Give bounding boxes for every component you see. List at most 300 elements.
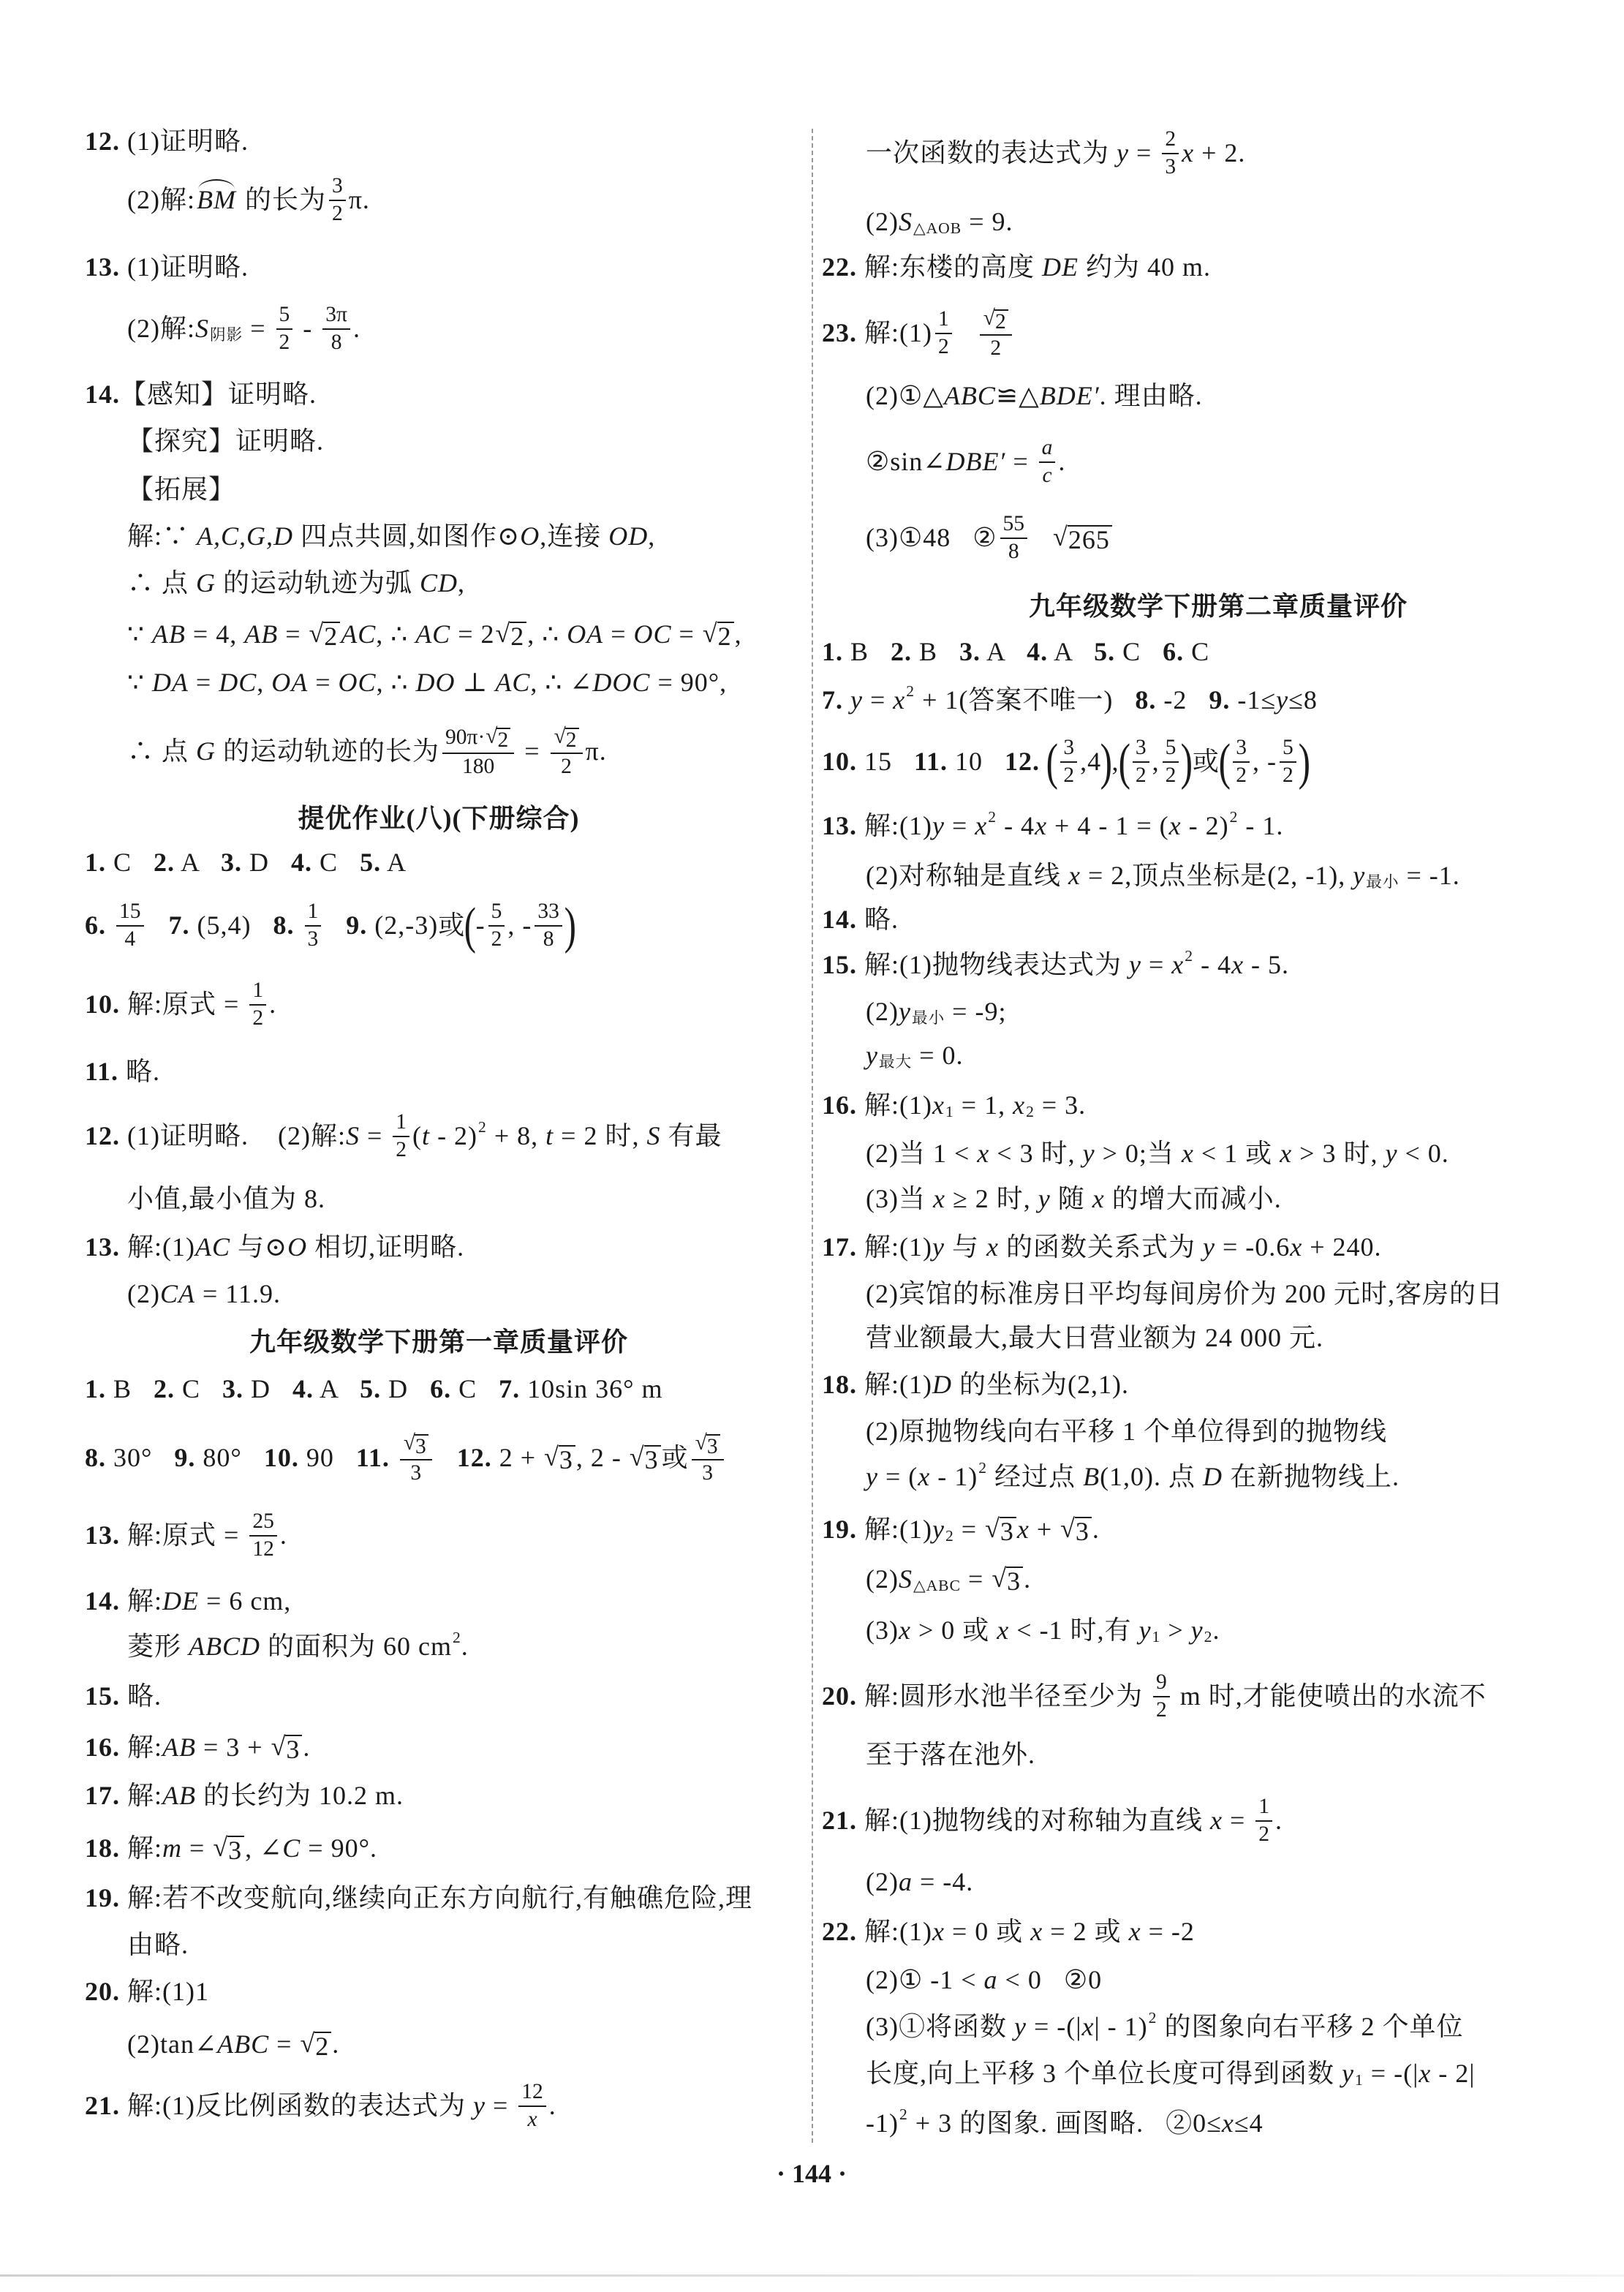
text-run: = 11.9. bbox=[195, 1279, 281, 1309]
text-run: (2) bbox=[866, 1564, 899, 1594]
fraction bbox=[1039, 436, 1056, 489]
text-run: 提优作业(八)(下册综合) bbox=[298, 804, 580, 834]
text-run: , ∴ bbox=[527, 619, 567, 649]
italic-variable: x bbox=[1171, 950, 1185, 980]
bold-question-number: 3. bbox=[959, 637, 981, 667]
text-run: 略. bbox=[857, 905, 899, 935]
text-run: = bbox=[182, 1833, 213, 1863]
text-run: 解:(1) bbox=[857, 811, 932, 841]
superscript: 2 bbox=[1229, 808, 1239, 826]
text-run: . bbox=[352, 314, 360, 344]
text-run: 3 bbox=[1165, 155, 1177, 178]
fraction-numerator bbox=[1162, 127, 1179, 154]
text-run: = bbox=[278, 619, 309, 649]
radical-sign: √ bbox=[985, 1514, 1000, 1544]
fraction-numerator bbox=[1255, 1795, 1272, 1822]
text-run: = 4, bbox=[185, 619, 245, 649]
text-run: 解:圆形水池半径至少为 bbox=[857, 1681, 1151, 1711]
italic-variable: y bbox=[932, 1515, 945, 1545]
text-run: B bbox=[106, 1374, 154, 1404]
answer-line bbox=[866, 1732, 1035, 1779]
text-run: 3 bbox=[1000, 1517, 1014, 1547]
text-run: < 3 时, bbox=[989, 1139, 1083, 1169]
text-run: 长度,向上平移 3 个单位长度可得到函数 bbox=[866, 2059, 1342, 2089]
italic-variable: C bbox=[282, 1833, 301, 1863]
text-run: 略. bbox=[120, 1681, 162, 1711]
italic-variable: OD bbox=[608, 521, 649, 551]
answer-line bbox=[866, 127, 1246, 178]
bold-question-number: 11. bbox=[914, 747, 948, 777]
text-run: , bbox=[1111, 747, 1119, 777]
text-run: 解:(1)抛物线表达式为 bbox=[857, 950, 1129, 980]
fraction-numerator bbox=[1233, 736, 1250, 763]
italic-variable: x bbox=[898, 1616, 911, 1646]
text-run: 【拓展】 bbox=[127, 475, 236, 505]
italic-variable: x bbox=[1181, 1139, 1194, 1169]
text-run: . bbox=[1092, 1515, 1100, 1545]
text-run: = bbox=[944, 811, 975, 841]
text-run: 90π· bbox=[445, 725, 486, 750]
bold-question-number: 14. bbox=[85, 1586, 120, 1616]
square-root bbox=[983, 306, 1008, 333]
answer-line bbox=[866, 853, 1460, 900]
fraction-denominator bbox=[1000, 539, 1028, 565]
text-run: 解:(1) bbox=[857, 318, 932, 348]
text-run: = 2,顶点坐标是(2, -1), bbox=[1080, 861, 1353, 891]
text-run: 33 bbox=[537, 900, 559, 924]
fraction bbox=[1153, 1670, 1170, 1723]
fraction bbox=[1280, 736, 1296, 788]
fraction-numerator bbox=[1039, 436, 1056, 463]
text-run: ⊥ bbox=[455, 668, 496, 698]
text-run: π. bbox=[348, 185, 370, 215]
bold-question-number: 13. bbox=[822, 811, 857, 841]
subscript: 最小 bbox=[1366, 872, 1400, 891]
italic-variable: AB bbox=[162, 1781, 196, 1811]
text-run: 解:(1) bbox=[857, 1917, 932, 1947]
radicand bbox=[1068, 525, 1112, 554]
text-run: 有最 bbox=[660, 1121, 722, 1151]
italic-variable: CA bbox=[159, 1279, 195, 1309]
text-run: 解:原式 = bbox=[120, 1520, 247, 1550]
text-run: > bbox=[1160, 1616, 1191, 1646]
bold-question-number: 5. bbox=[360, 848, 382, 878]
bold-question-number: 3. bbox=[222, 1374, 244, 1404]
text-run: , ∴ bbox=[376, 619, 416, 649]
text-run: - 4 bbox=[1193, 950, 1232, 980]
italic-variable: DE bbox=[1042, 252, 1079, 282]
italic-variable: DBE′ bbox=[945, 447, 1006, 477]
answer-line bbox=[822, 803, 1283, 850]
italic-variable: t bbox=[422, 1121, 431, 1151]
bold-question-number: 21. bbox=[85, 2091, 120, 2121]
text-run: , bbox=[458, 568, 466, 598]
text-run: 3 bbox=[307, 927, 319, 951]
bold-question-number: 8. bbox=[273, 911, 295, 940]
italic-variable: x bbox=[1013, 1090, 1026, 1120]
bold-question-number: 8. bbox=[1135, 685, 1157, 715]
italic-variable: AB bbox=[244, 619, 279, 649]
answer-line bbox=[866, 1176, 1282, 1223]
text-run: 解:(1)反比例函数的表达式为 bbox=[120, 2091, 473, 2121]
bold-question-number: 11. bbox=[85, 1057, 119, 1087]
text-run: = -0.6 bbox=[1215, 1232, 1291, 1262]
radicand bbox=[994, 309, 1008, 333]
italic-variable: x bbox=[932, 1090, 945, 1120]
text-run: 3 bbox=[559, 1445, 573, 1475]
bold-question-number: 16. bbox=[85, 1733, 120, 1763]
text-run: = 0 或 bbox=[944, 1917, 1031, 1947]
radical-sign: √ bbox=[992, 1564, 1008, 1594]
text-run: + 1(答案不唯一) bbox=[915, 685, 1136, 715]
text-run: 【感知】证明略. bbox=[120, 380, 317, 410]
text-run: (3)当 bbox=[866, 1184, 933, 1214]
italic-variable: x bbox=[1128, 1917, 1141, 1947]
italic-variable: x bbox=[1182, 138, 1195, 168]
text-run: = 90°, bbox=[650, 668, 728, 698]
text-run: + 240. bbox=[1302, 1232, 1382, 1262]
italic-variable: m bbox=[162, 1833, 183, 1863]
answer-line bbox=[822, 629, 1209, 676]
text-run: = -2 bbox=[1141, 1917, 1195, 1947]
text-run: | - 1) bbox=[1094, 2012, 1148, 2042]
bold-question-number: 15. bbox=[822, 950, 857, 980]
fraction-numerator bbox=[1133, 736, 1149, 763]
answer-line bbox=[822, 942, 1289, 989]
text-run: (2)解: bbox=[127, 314, 195, 344]
fraction-numerator bbox=[980, 306, 1012, 336]
bold-question-number: 18. bbox=[822, 1370, 857, 1400]
italic-variable: ABC bbox=[943, 381, 996, 411]
text-run: = 2 bbox=[450, 619, 495, 649]
text-run: 3 bbox=[331, 174, 343, 198]
fraction-numerator bbox=[1153, 1670, 1170, 1697]
text-run: . bbox=[1212, 1616, 1220, 1646]
text-run: A bbox=[381, 848, 407, 878]
bold-question-number: 12. bbox=[1005, 747, 1041, 777]
text-run: 随 bbox=[1050, 1184, 1092, 1214]
text-run: 3 bbox=[1063, 736, 1075, 760]
text-run: 解:(1)1 bbox=[120, 1977, 209, 2007]
text-run: C bbox=[312, 848, 360, 878]
text-run: ≤8 bbox=[1288, 685, 1318, 715]
italic-variable: y bbox=[1138, 1616, 1152, 1646]
text-run: > 0;当 bbox=[1095, 1139, 1182, 1169]
text-run: D bbox=[242, 848, 292, 878]
subscript: 最小 bbox=[911, 1009, 945, 1027]
italic-variable: O bbox=[520, 521, 540, 551]
italic-variable: B bbox=[1083, 1462, 1100, 1492]
bold-question-number: 5. bbox=[360, 1374, 382, 1404]
text-run: 55 bbox=[1002, 512, 1025, 536]
bold-question-number: 22. bbox=[822, 252, 857, 282]
text-run: 2 bbox=[1135, 764, 1147, 787]
text-run: + 2. bbox=[1194, 138, 1246, 168]
text-run: 与⊙ bbox=[230, 1232, 288, 1262]
text-run: (3) bbox=[866, 1616, 899, 1646]
fraction bbox=[935, 307, 952, 360]
fraction bbox=[1233, 736, 1250, 788]
radical-sign: √ bbox=[1053, 522, 1068, 552]
italic-variable: x bbox=[1231, 950, 1245, 980]
text-run: 1 bbox=[252, 979, 264, 1003]
italic-variable: AC bbox=[415, 619, 451, 649]
bold-question-number: 12. bbox=[85, 1121, 120, 1151]
text-run: = -(| bbox=[1363, 2059, 1419, 2089]
text-run: ∴ 点 bbox=[127, 568, 197, 598]
text-run: = bbox=[1141, 950, 1172, 980]
text-run: 小值,最小值为 8. bbox=[127, 1184, 326, 1214]
text-run: = bbox=[862, 685, 894, 715]
answer-line bbox=[822, 1909, 1195, 1956]
text-run: 3 bbox=[702, 1460, 714, 1485]
text-run: (2)解: bbox=[127, 185, 195, 215]
text-run: ∵ bbox=[127, 668, 152, 698]
subscript: 2 bbox=[1026, 1102, 1035, 1120]
answer-line bbox=[822, 1795, 1283, 1846]
text-run: ②sin∠ bbox=[866, 447, 946, 477]
arc-notation: BM bbox=[197, 184, 236, 216]
large-bracket: ) bbox=[1100, 733, 1113, 791]
italic-variable: x bbox=[1209, 1806, 1223, 1836]
italic-variable: S bbox=[898, 1564, 913, 1594]
text-run: (5,4) bbox=[189, 911, 273, 940]
bold-question-number: 10. bbox=[263, 1443, 299, 1473]
text-run: 一次函数的表达式为 bbox=[866, 138, 1117, 168]
text-run: . bbox=[269, 989, 277, 1019]
italic-variable: D bbox=[1203, 1462, 1223, 1492]
text-run: 解: bbox=[120, 1833, 163, 1863]
text-run: (2)tan∠ bbox=[127, 2029, 218, 2059]
text-run: . bbox=[1024, 1564, 1032, 1594]
bold-question-number: 1. bbox=[85, 1374, 106, 1404]
italic-variable: y bbox=[866, 1462, 878, 1492]
italic-variable: DE bbox=[162, 1586, 200, 1616]
answer-line bbox=[822, 1362, 1129, 1409]
text-run: A bbox=[981, 637, 1027, 667]
text-run: , ∠ bbox=[245, 1833, 283, 1863]
text-run: = 1, bbox=[953, 1090, 1013, 1120]
italic-variable: S bbox=[898, 207, 913, 237]
text-run: B bbox=[912, 637, 960, 667]
bold-question-number: 1. bbox=[85, 848, 106, 878]
text-run: 5 bbox=[279, 303, 290, 327]
text-run: ∵ bbox=[127, 619, 152, 649]
text-run: = bbox=[671, 619, 702, 649]
italic-variable: y bbox=[1276, 685, 1289, 715]
answer-line bbox=[822, 677, 1318, 724]
text-run: (1)证明略. bbox=[120, 127, 249, 157]
bold-question-number: 14. bbox=[822, 905, 857, 935]
italic-variable: x bbox=[977, 1139, 990, 1169]
text-run: (3)①将函数 bbox=[866, 2012, 1014, 2042]
text-run: ≌△ bbox=[995, 381, 1040, 411]
text-run: - 5. bbox=[1244, 950, 1290, 980]
italic-variable: DA bbox=[151, 668, 189, 698]
italic-variable: A,C,G,D bbox=[197, 521, 294, 551]
fraction bbox=[1163, 736, 1179, 788]
italic-variable: G bbox=[196, 568, 216, 598]
italic-variable: S bbox=[194, 314, 209, 344]
bold-question-number: 4. bbox=[292, 1374, 314, 1404]
text-run: 的长约为 10.2 m. bbox=[196, 1781, 404, 1811]
radical-sign: √ bbox=[1060, 1514, 1076, 1544]
answer-line bbox=[822, 1082, 1086, 1129]
text-run: = ( bbox=[877, 1462, 918, 1492]
italic-variable: CD bbox=[420, 568, 458, 598]
text-run: 解: bbox=[120, 1733, 163, 1763]
fraction-denominator bbox=[935, 334, 952, 360]
italic-variable: x bbox=[893, 685, 906, 715]
radical-sign: √ bbox=[213, 1833, 229, 1863]
italic-variable: a bbox=[1041, 436, 1053, 460]
text-run: 2 bbox=[331, 202, 343, 225]
text-run: = 3 + bbox=[196, 1733, 271, 1763]
text-run: 30° bbox=[106, 1443, 175, 1473]
text-run: 2 bbox=[324, 622, 339, 652]
text-run: 2 bbox=[315, 2032, 330, 2062]
italic-variable: y bbox=[1385, 1139, 1398, 1169]
text-run: + 8, bbox=[486, 1121, 546, 1151]
answer-line bbox=[866, 1957, 1102, 2004]
italic-variable: x bbox=[1419, 2059, 1432, 2089]
text-run: 1 bbox=[307, 900, 319, 924]
fraction-denominator bbox=[1060, 763, 1077, 788]
bold-question-number: 8. bbox=[85, 1443, 106, 1473]
text-run: - 1) bbox=[930, 1462, 978, 1492]
text-run: ,连接 bbox=[540, 521, 609, 551]
text-run: 解:东楼的高度 bbox=[857, 252, 1043, 282]
text-run: 2 bbox=[994, 309, 1006, 333]
italic-variable: x bbox=[1081, 2012, 1095, 2042]
text-run: = 3. bbox=[1034, 1090, 1087, 1120]
text-run: C bbox=[451, 1374, 499, 1404]
italic-variable: a bbox=[983, 1965, 998, 1995]
text-run: 8 bbox=[543, 927, 554, 951]
text-run: > 0 或 bbox=[910, 1616, 997, 1646]
text-run: 2 bbox=[279, 331, 290, 354]
text-run: 10sin 36° m bbox=[520, 1374, 663, 1404]
text-run: = bbox=[603, 619, 634, 649]
text-run: 5 bbox=[1282, 736, 1293, 760]
text-run: > 3 时, bbox=[1292, 1139, 1386, 1169]
text-run: 2 bbox=[1282, 764, 1293, 787]
text-run bbox=[955, 317, 977, 349]
page-number: · 144 · bbox=[776, 2159, 847, 2188]
answer-line bbox=[866, 1271, 1503, 1318]
text-run: ( bbox=[412, 1121, 423, 1151]
text-run: 12 bbox=[521, 2080, 543, 2104]
text-run: 2 bbox=[717, 622, 732, 652]
bold-question-number: 13. bbox=[85, 1520, 120, 1550]
text-run: + 3 的图象. 画图略. ②0≤ bbox=[907, 2108, 1222, 2138]
bold-question-number: 9. bbox=[346, 911, 368, 940]
text-run: 8 bbox=[331, 331, 342, 354]
text-run: 80° bbox=[195, 1443, 264, 1473]
radical-sign: √ bbox=[702, 619, 718, 649]
answer-line bbox=[822, 1507, 1100, 1553]
text-run: 与 bbox=[944, 1232, 986, 1262]
answer-line bbox=[822, 1224, 1382, 1271]
answer-line bbox=[822, 733, 1311, 791]
text-run: 略. bbox=[118, 1057, 161, 1087]
subscript: △AOB bbox=[913, 219, 962, 237]
subscript: 1 bbox=[945, 1102, 954, 1120]
large-bracket: ( bbox=[464, 897, 477, 954]
text-run: 4 bbox=[124, 927, 136, 951]
text-run: = bbox=[953, 1515, 985, 1545]
italic-variable: OC bbox=[633, 619, 672, 649]
italic-variable: x bbox=[1280, 1139, 1293, 1169]
fraction bbox=[1133, 736, 1149, 788]
bold-question-number: 22. bbox=[822, 1917, 857, 1947]
text-run: 2 bbox=[565, 728, 577, 752]
bold-question-number: 12. bbox=[456, 1443, 492, 1473]
large-bracket: ( bbox=[1046, 733, 1059, 791]
text-run: , bbox=[648, 521, 656, 551]
italic-variable: DC bbox=[219, 668, 257, 698]
text-run: = bbox=[269, 2029, 300, 2059]
fraction-numerator bbox=[1000, 512, 1028, 539]
radical-sign: √ bbox=[544, 1442, 559, 1472]
text-run: 265 bbox=[1068, 525, 1110, 555]
superscript: 2 bbox=[988, 808, 997, 826]
large-bracket: ) bbox=[1181, 733, 1194, 791]
answer-line bbox=[866, 989, 1006, 1036]
fraction bbox=[980, 306, 1012, 361]
text-run: , bbox=[734, 619, 742, 649]
superscript: 2 bbox=[478, 1118, 487, 1136]
square-root bbox=[992, 1564, 1023, 1596]
radical-sign: √ bbox=[983, 306, 995, 330]
text-run: A bbox=[314, 1374, 360, 1404]
text-run: 九年级数学下册第一章质量评价 bbox=[249, 1327, 628, 1357]
text-run: 1 bbox=[1258, 1795, 1270, 1819]
text-run: 的函数关系式为 bbox=[998, 1232, 1203, 1262]
italic-variable: G bbox=[196, 736, 216, 766]
text-run: 解:(1)抛物线的对称轴为直线 bbox=[857, 1806, 1210, 1836]
italic-variable: y bbox=[1128, 950, 1141, 980]
text-run: 解:原式 = bbox=[120, 989, 247, 1019]
text-run: = bbox=[517, 736, 548, 766]
italic-variable: OC bbox=[338, 668, 377, 698]
answer-line bbox=[866, 1033, 964, 1079]
text-run: (2)① -1 < bbox=[866, 1965, 984, 1995]
text-run: 2 bbox=[1165, 127, 1177, 151]
text-run: . bbox=[1275, 1806, 1283, 1836]
text-run: 15 bbox=[119, 900, 141, 924]
text-run: 至于落在池外. bbox=[866, 1740, 1036, 1770]
text-run: 九年级数学下册第二章质量评价 bbox=[1028, 592, 1408, 622]
text-run: . bbox=[548, 2091, 556, 2121]
italic-variable: x bbox=[997, 1616, 1010, 1646]
bold-question-number: 3. bbox=[221, 848, 243, 878]
italic-variable: x bbox=[1035, 811, 1048, 841]
italic-variable: O bbox=[287, 1232, 308, 1262]
text-run: -1≤ bbox=[1230, 685, 1277, 715]
text-run: 180 bbox=[462, 754, 495, 778]
radical-sign: √ bbox=[495, 619, 511, 649]
italic-variable: AC bbox=[495, 668, 531, 698]
bold-question-number: 7. bbox=[499, 1374, 521, 1404]
text-run: 解:(1) bbox=[857, 1370, 932, 1400]
answer-line bbox=[866, 199, 1013, 246]
text-run: 3 bbox=[1075, 1517, 1089, 1547]
text-run: (2) bbox=[866, 1867, 899, 1897]
text-run: D bbox=[381, 1374, 431, 1404]
text-run: 2 bbox=[937, 335, 949, 358]
text-run: (1)证明略. bbox=[120, 252, 249, 282]
